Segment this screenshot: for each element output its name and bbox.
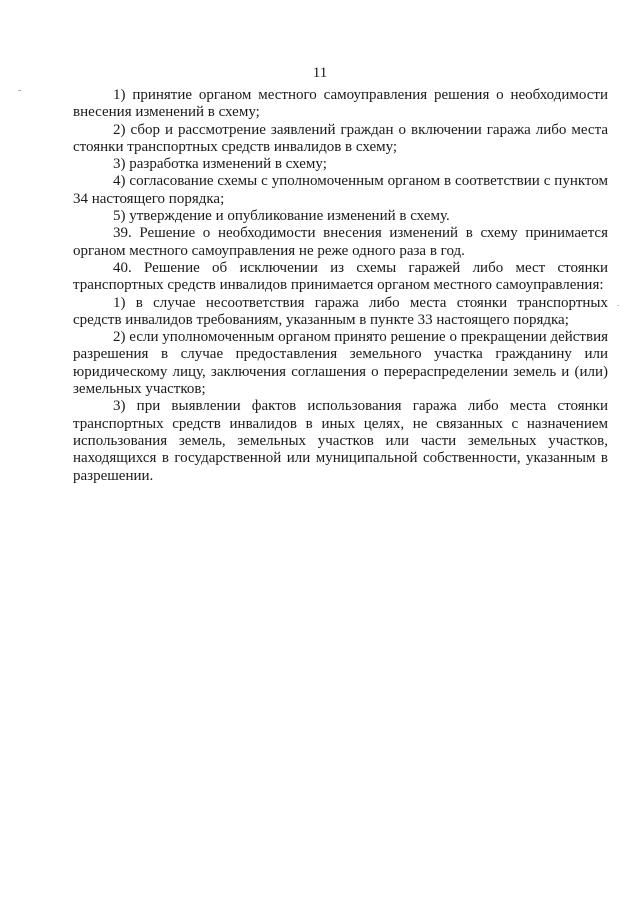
clause-40-item-3: 3) при выявлении фактов использования гаража либо места стоянки транспортных средств инвалидов в иных целях, не связанных с назначением использования земель, земельных участков или части земельных участков, находящихся в государственной или муниципальной собственности, указанным в разрешении. (73, 398, 608, 484)
document-body (73, 87, 608, 485)
clause-39: 39. Решение о необходимости внесения изменений в схему принимается органом местного самоуправления не реже одного раза в год. (73, 225, 608, 259)
list-item-3: 3) разработка изменений в схему; (113, 156, 327, 173)
list-item-2: 2) сбор и рассмотрение заявлений граждан о включении гаража либо места стоянки транспортных средств инвалидов в схему; (73, 121, 608, 155)
clause-40-item-1: 1) в случае несоответствия гаража либо места стоянки транспортных средств инвалидов требованиям, указанным в пункте 33 настоящего порядка; (73, 294, 608, 328)
clause-40-item-2: 2) если уполномоченным органом принято решение о прекращении действия разрешения в случае предоставления земельного участка гражданину или юридическому лицу, заключения соглашения о перераспределении земель и (или) земельных участков; (73, 329, 608, 398)
list-item-1: 1) принятие органом местного самоуправления решения о необходимости внесения изменений в схему; (73, 87, 608, 121)
list-item-4: 4) согласование схемы с уполномоченным органом в соответствии с пунктом 34 настоящего порядка; (73, 173, 608, 207)
list-item-5: 5) утверждение и опубликование изменений в схему. (113, 208, 450, 225)
page-number: 11 (312, 65, 328, 81)
scan-mark (18, 90, 21, 91)
clause-40: 40. Решение об исключении из схемы гаражей либо мест стоянки транспортных средств инвалидов принимается органом местного самоуправления: (73, 259, 608, 294)
scan-mark (617, 305, 619, 306)
